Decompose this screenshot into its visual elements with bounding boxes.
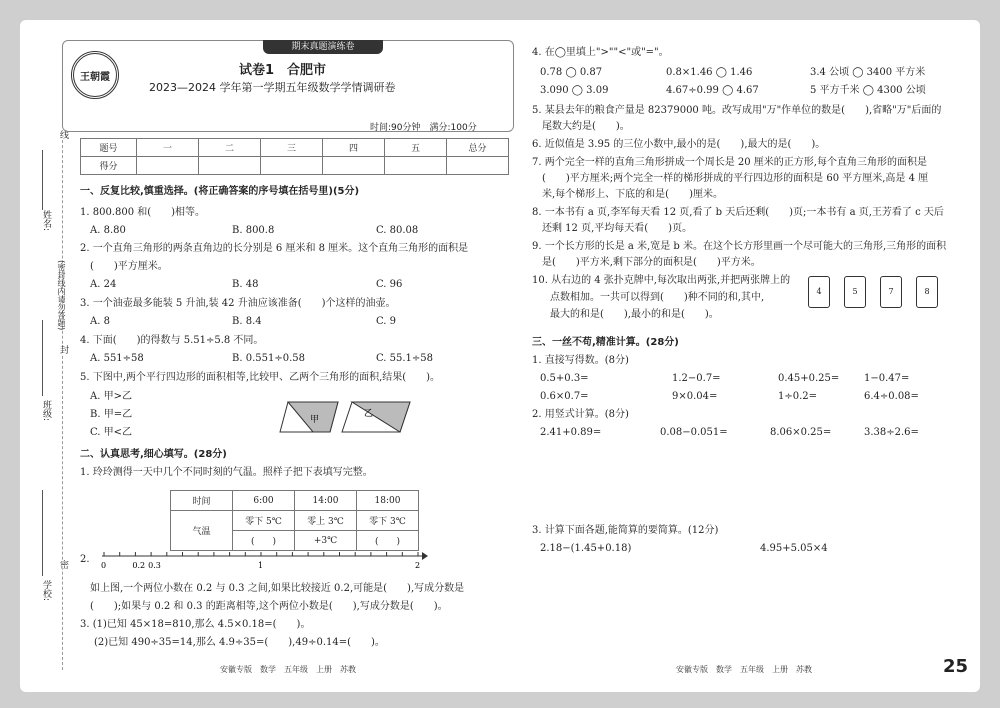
temp-header-6: 6:00 (233, 491, 295, 511)
q2-line1: 2. 一个直角三角形的两条直角边的长分别是 6 厘米和 8 厘米。这个直角三角形的面积是 (80, 243, 469, 254)
poker-card: 8 (916, 276, 938, 308)
p1: 1. 玲玲测得一天中几个不同时刻的气温。照样子把下表填写完整。 (80, 467, 373, 478)
temp-cell: +3℃ (295, 531, 357, 551)
school-label: 学校: (41, 580, 51, 602)
footer-right: 安徽专版 数学 五年级 上册 苏教 (676, 665, 812, 674)
temp-header-time: 时间 (171, 491, 233, 511)
q1-opt-a: A. 8.80 (90, 225, 126, 236)
footer-left: 安徽专版 数学 五年级 上册 苏教 (220, 665, 356, 674)
score-header-4: 四 (323, 139, 385, 157)
section-1-title: 一、反复比较,慎重选择。(将正确答案的序号填在括号里)(5分) (80, 186, 360, 197)
p2-line2: ( );如果与 0.2 和 0.3 的距离相等,这个两位小数是( ),写成分数是( )。 (90, 601, 448, 612)
p3-line2: (2)已知 490÷35=14,那么 4.9÷35=( ),49÷0.14=( )。 (94, 637, 385, 648)
numline-label: 0.3 (148, 561, 161, 570)
p4-r2-b: 4.67÷0.99 ◯ 4.67 (666, 85, 759, 96)
q1-opt-c: C. 80.08 (376, 225, 419, 236)
p3-line1: 3. (1)已知 45×18=810,那么 4.5×0.18=( )。 (80, 619, 311, 630)
p7-line3: 米,每个梯形上、下底的和是( )厘米。 (542, 189, 723, 200)
p4-r1-a: 0.78 ◯ 0.87 (540, 67, 603, 78)
c1-r2-a: 0.6×0.7= (540, 391, 589, 402)
temp-label: 气温 (171, 511, 233, 551)
c1-r2-b: 9×0.04= (672, 391, 718, 402)
q4-opt-a: A. 551÷58 (90, 353, 144, 364)
q1-opt-b: B. 800.8 (232, 225, 275, 236)
seal-char-line: 线 (58, 130, 68, 139)
header-box (62, 40, 514, 132)
p4-r1-b: 0.8×1.46 ◯ 1.46 (666, 67, 753, 78)
p6: 6. 近似值是 3.95 的三位小数中,最小的是( ),最大的是( )。 (532, 139, 826, 150)
q2-opt-b: B. 48 (232, 279, 259, 290)
exam-page (20, 20, 980, 692)
section-2-title: 二、认真思考,细心填写。(28分) (80, 449, 227, 460)
p7-line1: 7. 两个完全一样的直角三角形拼成一个周长是 20 厘米的正方形,每个直角三角形的面积是 (532, 157, 927, 168)
c1: 1. 直接写得数。(8分) (532, 355, 629, 366)
q1: 1. 800.800 和( )相等。 (80, 207, 206, 218)
c1-r1-b: 1.2−0.7= (672, 373, 721, 384)
score-cell[interactable] (447, 157, 509, 175)
numline-label: 0.2 (132, 561, 146, 570)
p9-line2: 是( )平方米,剩下部分的面积是( )平方米。 (542, 257, 761, 268)
score-cell[interactable] (385, 157, 447, 175)
c2-c: 8.06×0.25= (770, 427, 832, 438)
poker-card: 4 (808, 276, 830, 308)
section-3-title: 三、一丝不苟,精准计算。(28分) (532, 337, 679, 348)
score-row-label: 得分 (81, 157, 137, 175)
c2-a: 2.41+0.89= (540, 427, 602, 438)
seal-char-feng: 封 (58, 345, 68, 354)
label-jia: 甲 (310, 415, 320, 425)
name-label: 姓名: (41, 210, 51, 232)
q3: 3. 一个油壶最多能装 5 升油,装 42 升油应该准备( )个这样的油壶。 (80, 298, 396, 309)
poker-card: 5 (844, 276, 866, 308)
c1-r1-c: 0.45+0.25= (778, 373, 840, 384)
p4-r2-a: 3.090 ◯ 3.09 (540, 85, 609, 96)
score-header-5: 五 (385, 139, 447, 157)
c2: 2. 用竖式计算。(8分) (532, 409, 629, 420)
q3-opt-a: A. 8 (90, 316, 110, 327)
temp-cell: 零下 3℃ (357, 511, 419, 531)
temp-cell: 零下 5℃ (233, 511, 295, 531)
score-cell[interactable] (137, 157, 199, 175)
score-header-1: 一 (137, 139, 199, 157)
score-header-0: 题号 (81, 139, 137, 157)
score-header-3: 三 (261, 139, 323, 157)
score-cell[interactable] (261, 157, 323, 175)
name-blank (42, 150, 43, 210)
numline-label: 1 (258, 561, 264, 570)
temperature-table (170, 490, 419, 551)
p10-line3: 最大的和是( ),最小的和是( )。 (550, 309, 719, 320)
number-line (100, 546, 430, 576)
page-number: 25 (942, 656, 968, 677)
brand-logo: 王朝霞 (71, 51, 119, 99)
score-table (80, 138, 509, 175)
seal-note: (密封线内请勿答题) (57, 260, 66, 331)
c2-b: 0.08−0.051= (660, 427, 728, 438)
temp-blank[interactable]: ( ) (233, 531, 295, 551)
q2-line2: ( )平方厘米。 (90, 261, 168, 272)
seal-line (62, 130, 63, 670)
banner: 期末真题演练卷 (263, 40, 383, 54)
p2-line1: 如上图,一个两位小数在 0.2 与 0.3 之间,如果比较接近 0.2,可能是( ),写成分数是 (90, 583, 465, 594)
parallelogram-figures (272, 398, 422, 434)
c3-b: 4.95+5.05×4 (760, 543, 828, 554)
q3-opt-c: C. 9 (376, 316, 397, 327)
c3: 3. 计算下面各题,能简算的要简算。(12分) (532, 525, 719, 536)
p8-line2: 还剩 12 页,平均每天看( )页。 (542, 223, 693, 234)
p5-line2: 尾数大约是( )。 (542, 121, 630, 132)
p10-line1: 10. 从右边的 4 张扑克牌中,每次取出两张,并把两张牌上的 (532, 275, 791, 286)
numline-label: 2 (415, 561, 421, 570)
p10-line2: 点数相加。一共可以得到( )种不同的和,其中, (550, 292, 765, 303)
q5-opt-b: B. 甲=乙 (90, 409, 133, 420)
school-blank (42, 490, 43, 576)
c1-r2-c: 1÷0.2= (778, 391, 818, 402)
exam-subtitle: 2023—2024 学年第一学期五年级数学学情调研卷 (149, 81, 396, 94)
score-cell[interactable] (199, 157, 261, 175)
q2-opt-c: C. 96 (376, 279, 403, 290)
q5: 5. 下图中,两个平行四边形的面积相等,比较甲、乙两个三角形的面积,结果( )。 (80, 372, 441, 383)
q3-opt-b: B. 8.4 (232, 316, 262, 327)
q2-opt-a: A. 24 (90, 279, 117, 290)
p4: 4. 在◯里填上">""<"或"="。 (532, 47, 669, 58)
c1-r1-a: 0.5+0.3= (540, 373, 589, 384)
temp-cell: 零上 3℃ (295, 511, 357, 531)
numline-label: 0 (101, 561, 107, 570)
p8-line1: 8. 一本书有 a 页,李军每天看 12 页,看了 b 天后还剩( )页;一本书有 a 页,王芳看了 c 天后 (532, 207, 944, 218)
exam-title: 试卷1 合肥市 (239, 63, 327, 78)
temp-header-18: 18:00 (357, 491, 419, 511)
p4-r2-c: 5 平方千米 ◯ 4300 公顷 (810, 85, 926, 96)
q5-opt-a: A. 甲>乙 (90, 391, 132, 402)
class-label: 班级: (41, 400, 51, 422)
c1-r2-d: 6.4÷0.08= (864, 391, 919, 402)
temp-blank[interactable]: ( ) (357, 531, 419, 551)
temp-header-14: 14:00 (295, 491, 357, 511)
p9-line1: 9. 一个长方形的长是 a 米,宽是 b 米。在这个长方形里画一个尽可能大的三角形,三角形的面积 (532, 241, 947, 252)
q4-opt-c: C. 55.1÷58 (376, 353, 434, 364)
time-info: 时间:90分钟 满分:100分 (370, 123, 477, 133)
seal-char-mi: 密 (58, 560, 68, 569)
q4-opt-b: B. 0.551÷0.58 (232, 353, 305, 364)
score-header-2: 二 (199, 139, 261, 157)
p5-line1: 5. 某县去年的粮食产量是 82379000 吨。改写成用"万"作单位的数是( ),省略"万"后面的 (532, 105, 942, 116)
p7-line2: ( )平方厘米;两个完全一样的梯形拼成的平行四边形的面积是 60 平方厘米,高是 4 厘 (542, 173, 929, 184)
p2-number: 2. (80, 554, 90, 565)
q5-opt-c: C. 甲<乙 (90, 427, 133, 438)
q4: 4. 下面( )的得数与 5.51÷5.8 不同。 (80, 335, 264, 346)
c1-r1-d: 1−0.47= (864, 373, 910, 384)
p4-r1-c: 3.4 公顷 ◯ 3400 平方米 (810, 67, 926, 78)
c3-a: 2.18−(1.45+0.18) (540, 543, 632, 554)
poker-card: 7 (880, 276, 902, 308)
class-blank (42, 320, 43, 396)
c2-d: 3.38÷2.6= (864, 427, 919, 438)
label-yi: 乙 (364, 409, 374, 419)
score-cell[interactable] (323, 157, 385, 175)
score-header-6: 总分 (447, 139, 509, 157)
